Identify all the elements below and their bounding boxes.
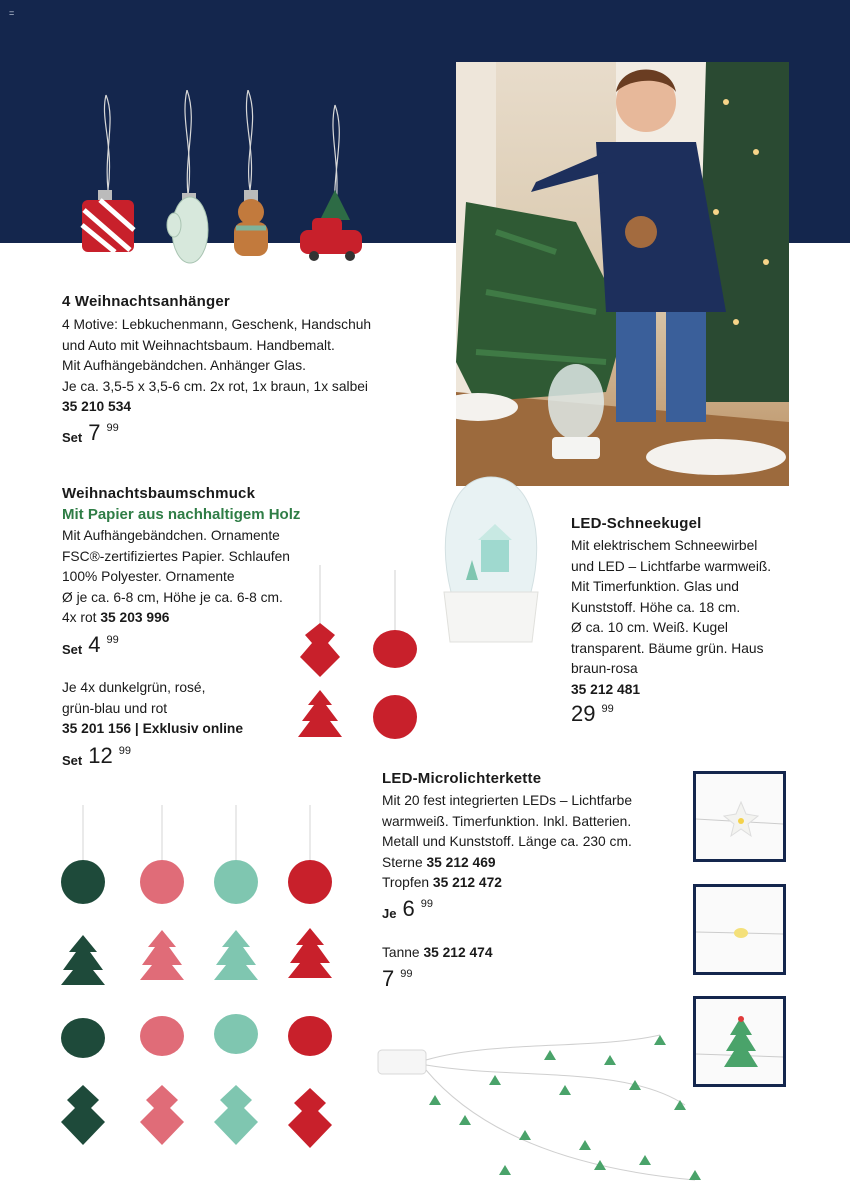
red-paper-ornaments-image	[290, 565, 430, 755]
desc-line: Metall und Kunststoff. Länge ca. 230 cm.	[382, 834, 632, 849]
paper-ornament-grid-image	[55, 800, 340, 1170]
product2-price2	[62, 745, 131, 768]
desc-line: Je ca. 3,5-5 x 3,5-6 cm. 2x rot, 1x braun, 1x salbei	[62, 378, 368, 394]
product3-sku: 35 212 481	[571, 681, 641, 697]
product1-price	[62, 422, 119, 445]
desc-line: Kunststoff. Höhe ca. 18 cm.	[571, 599, 741, 615]
desc-line: FSC®-zertifiziertes Papier. Schlaufen	[62, 548, 290, 564]
product1-description	[62, 315, 442, 418]
product3-title: LED-Schneekugel	[571, 515, 702, 532]
variant1-label: 4x rot	[62, 610, 97, 625]
desc-line: 4 Motive: Lebkuchenmann, Geschenk, Handschuh	[62, 317, 372, 332]
product1-sku: 35 210 534	[62, 399, 132, 414]
product4-title: LED-Microlichterkette	[382, 770, 542, 787]
product3-description	[571, 536, 831, 700]
thumb-drop-lights	[693, 884, 786, 975]
desc-line: Mit Timerfunktion. Glas und	[571, 579, 739, 594]
price-prefix: Set	[62, 753, 83, 768]
product4-price1	[382, 898, 433, 921]
car-ornament	[300, 190, 362, 261]
product2-subtitle: Mit Papier aus nachhaltigem Holz	[62, 506, 301, 523]
variant-label: Tanne	[382, 945, 420, 960]
mitten-ornament	[167, 193, 208, 263]
desc-line: und LED – Lichtfarbe warmweiß.	[571, 558, 772, 574]
variant-label: Sterne	[382, 854, 423, 870]
gift-ornament	[82, 190, 134, 252]
corner-mark: =	[9, 8, 15, 18]
desc-line: und Auto mit Weihnachtsbaum. Handbemalt.	[62, 337, 335, 353]
variant-sku: 35 212 472	[432, 875, 502, 890]
desc-line: Mit elektrischem Schneewirbel	[571, 538, 758, 553]
variant-sterne	[382, 853, 682, 874]
desc-line: Mit Aufhängebändchen. Ornamente	[62, 528, 280, 543]
variant-tropfen	[382, 873, 682, 894]
desc-line: Ø ca. 10 cm. Weiß. Kugel	[571, 620, 728, 635]
price-prefix: Je	[382, 906, 397, 921]
glass-ornaments-image	[70, 90, 370, 270]
fir-light-chain-image	[375, 1020, 705, 1190]
desc-line: 100% Polyester. Ornamente	[62, 569, 235, 584]
product3-price	[571, 703, 614, 725]
price-euros: 6	[402, 896, 415, 921]
price-prefix: Set	[62, 430, 83, 445]
desc-line: Mit Aufhängebändchen. Anhänger Glas.	[62, 358, 306, 373]
variant2-line: grün-blau und rot	[62, 700, 168, 716]
desc-line: Ø je ca. 6-8 cm, Höhe je ca. 6-8 cm.	[62, 589, 283, 605]
variant-sku: 35 212 469	[426, 854, 496, 870]
price-cents: 99	[601, 703, 614, 715]
product4-description	[382, 791, 682, 894]
snow-globe-image	[436, 472, 546, 652]
product2-price1	[62, 634, 119, 657]
price-cents: 99	[106, 634, 119, 646]
product1-title: 4 Weihnachtsanhänger	[62, 293, 230, 310]
price-cents: 99	[106, 422, 119, 434]
price-euros: 29	[571, 701, 596, 726]
desc-line: transparent. Bäume grün. Haus	[571, 640, 764, 656]
price-prefix: Set	[62, 642, 83, 657]
price-euros: 7	[88, 420, 101, 445]
price-euros: 7	[382, 966, 395, 991]
price-euros: 4	[88, 632, 101, 657]
variant-sku: 35 212 474	[423, 945, 493, 960]
desc-line: warmweiß. Timerfunktion. Inkl. Batterien.	[382, 813, 632, 829]
desc-line: braun-rosa	[571, 661, 638, 676]
gingerbread-ornament	[234, 190, 268, 256]
variant-tanne	[382, 943, 493, 964]
variant-label: Tropfen	[382, 875, 430, 890]
thumb-fir-lights	[693, 996, 786, 1087]
product2-title: Weihnachtsbaumschmuck	[62, 485, 256, 502]
product4-price2	[382, 968, 413, 990]
variant2-line: Je 4x dunkelgrün, rosé,	[62, 680, 206, 695]
desc-line: Mit 20 fest integrierten LEDs – Lichtfarbe	[382, 793, 633, 808]
variant2-sku: 35 201 156 | Exklusiv online	[62, 721, 244, 736]
price-cents: 99	[400, 968, 413, 980]
price-cents: 99	[420, 898, 433, 910]
child-decorating-tree-photo	[456, 62, 789, 486]
thumb-star-lights	[693, 771, 786, 862]
price-euros: 12	[88, 743, 113, 768]
variant1-sku: 35 203 996	[100, 610, 170, 625]
price-cents: 99	[118, 745, 131, 757]
